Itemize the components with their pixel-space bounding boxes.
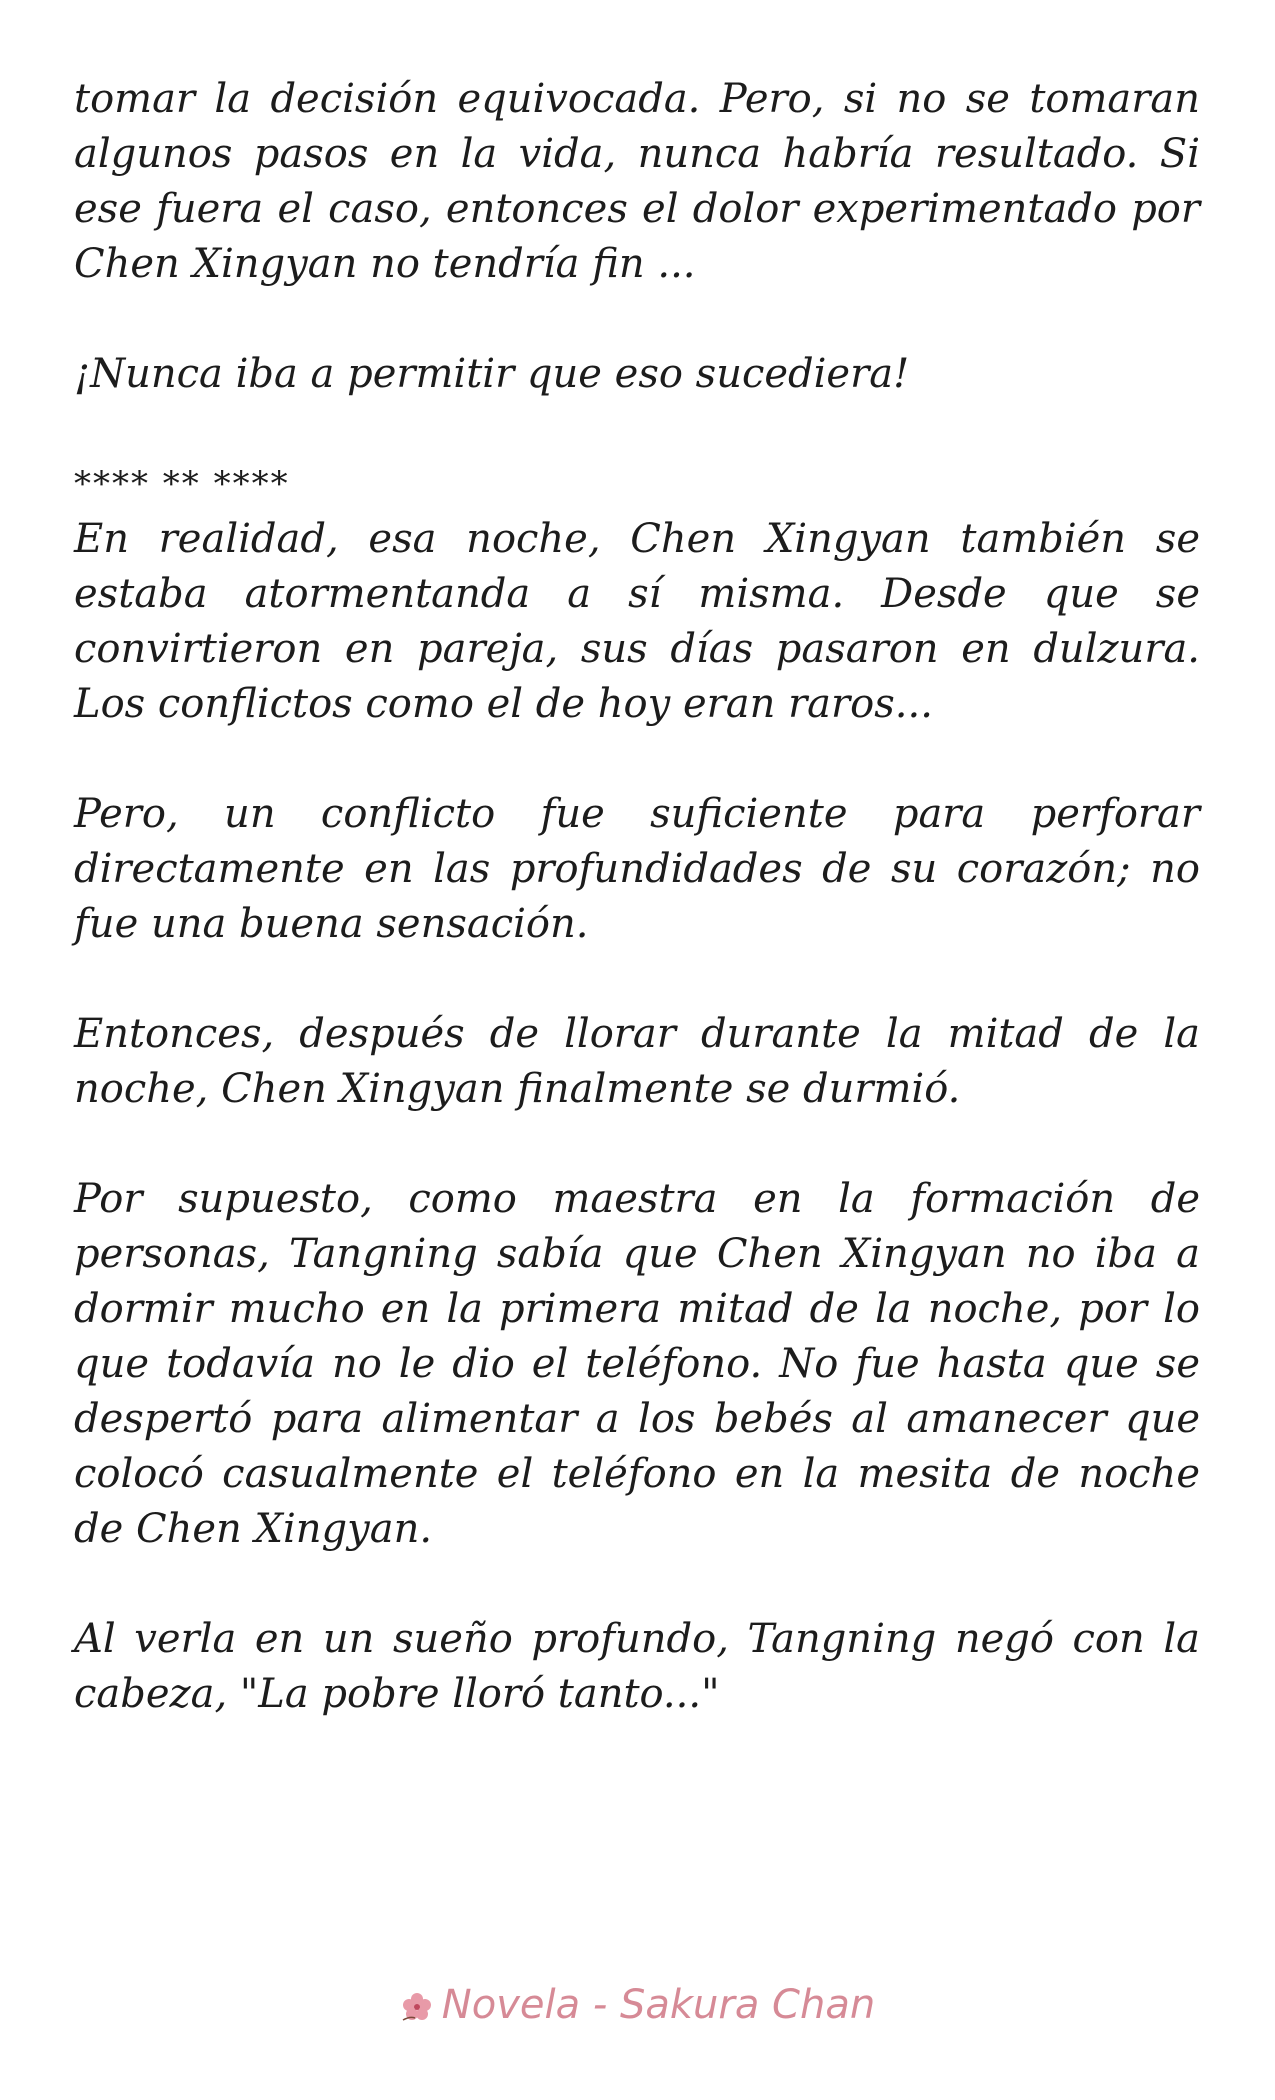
cherry-blossom-icon <box>400 1986 434 2020</box>
paragraph-1: tomar la decisión equivocada. Pero, si no se tomaran algunos pasos en la vida, nunca habría resultado. Si ese fuera el caso, entonces el dolor experimentado por Chen Xingyan no tendría fin ... <box>74 76 1200 287</box>
scene-separator: **** ** **** <box>74 464 290 504</box>
watermark-text: Novela - Sakura Chan <box>441 1982 876 2028</box>
paragraph-5: Entonces, después de llorar durante la mitad de la noche, Chen Xingyan finalmente se durmió. <box>74 1011 1200 1112</box>
paragraph-6: Por supuesto, como maestra en la formación de personas, Tangning sabía que Chen Xingyan no iba a dormir mucho en la primera mitad de la noche, por lo que todavía no le dio el teléfono. No fue hasta que se despertó para alimentar a los bebés al amanecer que colocó casualmente el teléfono en la mesita de noche de Chen Xingyan. <box>74 1176 1200 1552</box>
watermark-footer <box>0 1980 1275 2030</box>
chapter-text <box>74 72 1200 1777</box>
paragraph-4: Pero, un conflicto fue suficiente para perforar directamente en las profundidades de su corazón; no fue una buena sensación. <box>74 791 1200 947</box>
paragraph-2: ¡Nunca iba a permitir que eso sucediera! <box>74 351 910 397</box>
paragraph-7: Al verla en un sueño profundo, Tangning negó con la cabeza, "La pobre lloró tanto..." <box>74 1616 1200 1717</box>
paragraph-3: En realidad, esa noche, Chen Xingyan también se estaba atormentanda a sí misma. Desde que se convirtieron en pareja, sus días pasaron en dulzura. Los conflictos como el de hoy eran raros... <box>74 516 1200 727</box>
